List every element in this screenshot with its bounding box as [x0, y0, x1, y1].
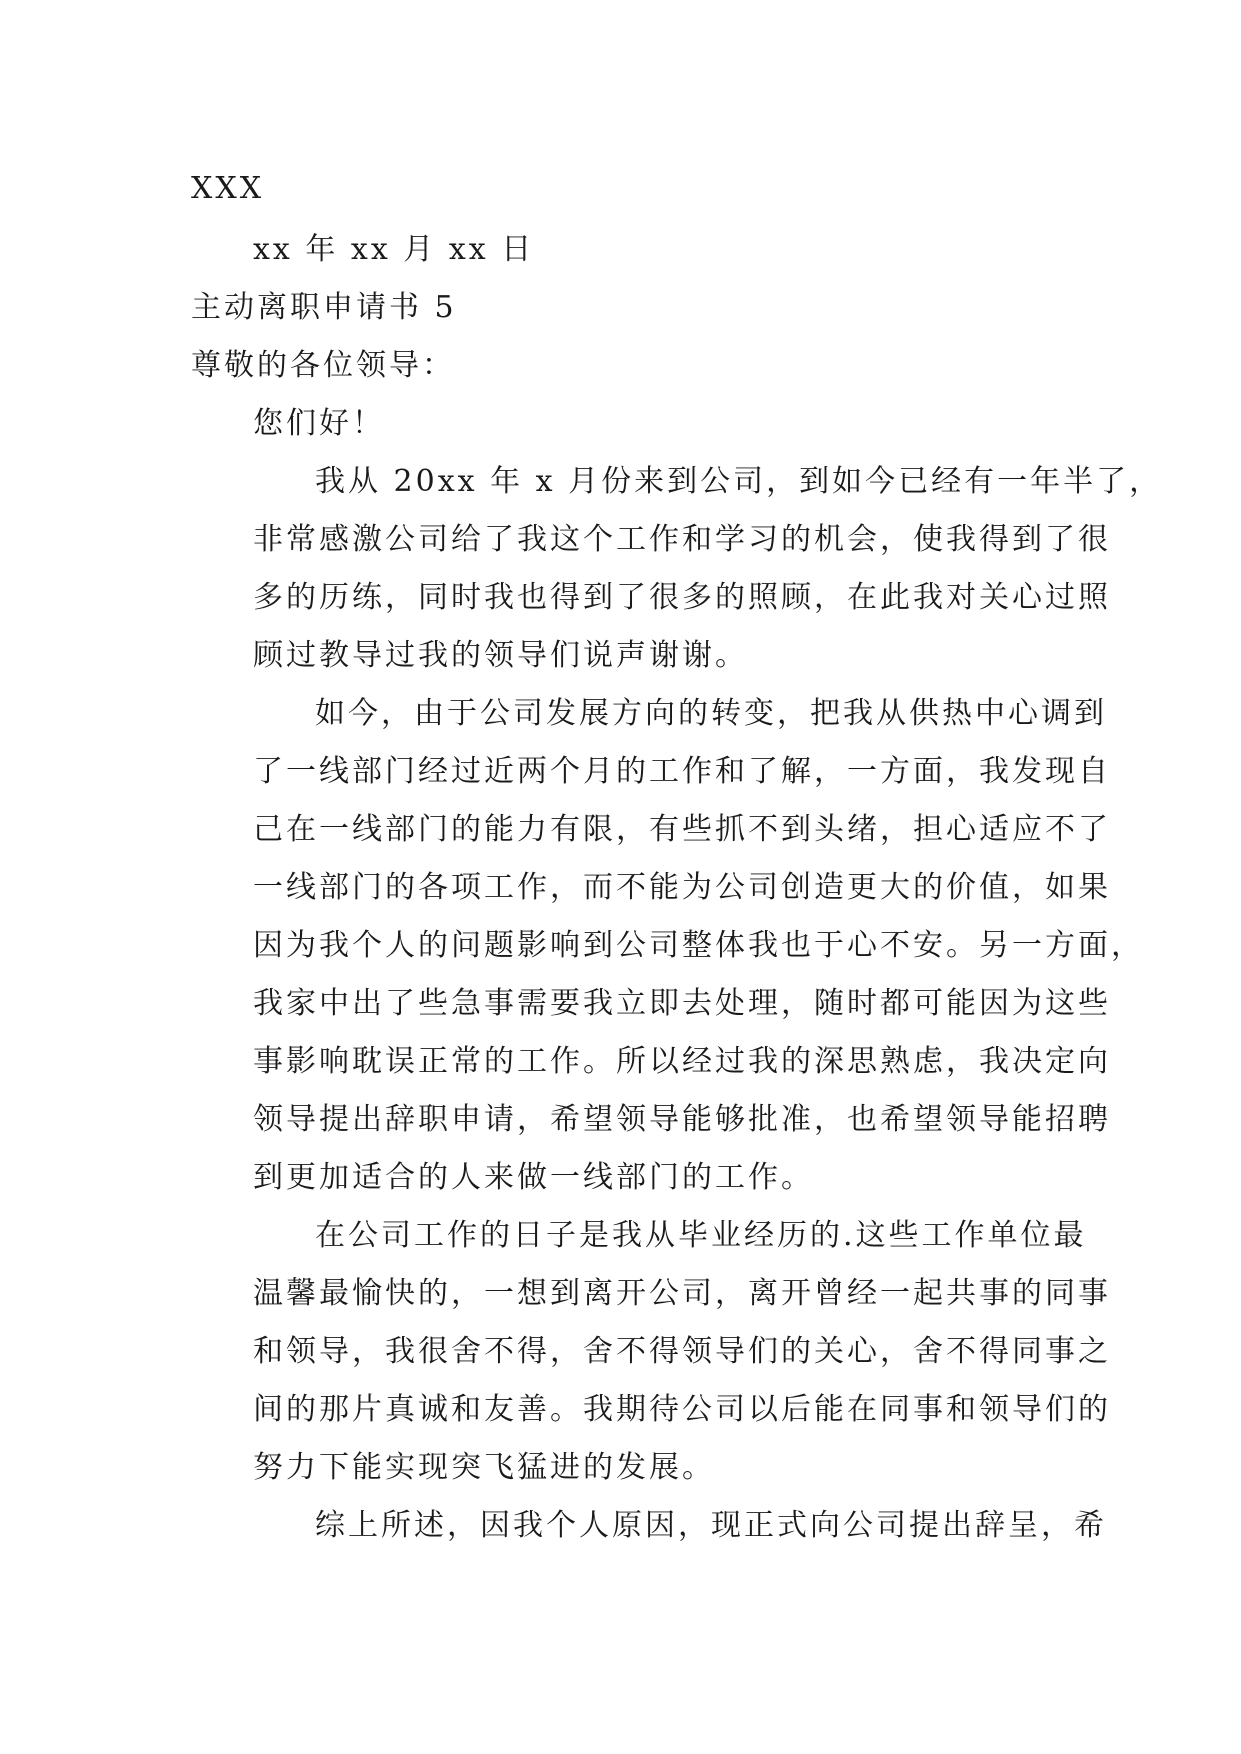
document-title: 主动离职申请书 5 [191, 290, 457, 325]
paragraph-line: 在公司工作的日子是我从毕业经历的.这些工作单位最 [315, 1218, 1087, 1253]
paragraph-line: 因为我个人的问题影响到公司整体我也于心不安。另一方面， [253, 928, 1144, 963]
paragraph-line: 间的那片真诚和友善。我期待公司以后能在同事和领导们的 [253, 1392, 1111, 1427]
paragraph-3 [191, 1207, 1111, 1497]
paragraph-line: 领导提出辞职申请，希望领导能够批准，也希望领导能招聘 [253, 1102, 1111, 1137]
greeting: 您们好！ [253, 406, 385, 441]
paragraph-2 [191, 685, 1144, 1207]
paragraph-line: 和领导，我很舍不得，舍不得领导们的关心，舍不得同事之 [253, 1334, 1111, 1369]
paragraph-line: 一线部门的各项工作，而不能为公司创造更大的价值，如果 [253, 870, 1111, 905]
paragraph-line: 非常感激公司给了我这个工作和学习的机会，使我得到了很 [253, 522, 1111, 557]
paragraph-line: 温馨最愉快的，一想到离开公司，离开曾经一起共事的同事 [253, 1276, 1111, 1311]
paragraph-line: 我家中出了些急事需要我立即去处理，随时都可能因为这些 [253, 986, 1111, 1021]
paragraph-line: 如今，由于公司发展方向的转变，把我从供热中心调到 [315, 696, 1107, 731]
paragraph-1 [191, 453, 1163, 685]
sender-signature: XXX [191, 171, 265, 206]
letter-body [191, 160, 1163, 1555]
paragraph-line: 事影响耽误正常的工作。所以经过我的深思熟虑，我决定向 [253, 1044, 1111, 1079]
paragraph-line: 到更加适合的人来做一线部门的工作。 [253, 1160, 814, 1195]
paragraph-line: 顾过教导过我的领导们说声谢谢。 [253, 638, 748, 673]
paragraph-line: 综上所述，因我个人原因，现正式向公司提出辞呈，希 [315, 1508, 1107, 1543]
paragraph-line: 多的历练，同时我也得到了很多的照顾，在此我对关心过照 [253, 580, 1111, 615]
paragraph-line: 我从 20xx 年 x 月份来到公司，到如今已经有一年半了， [315, 464, 1163, 499]
salutation: 尊敬的各位领导： [191, 348, 455, 383]
paragraph-4 [191, 1497, 1107, 1555]
paragraph-line: 了一线部门经过近两个月的工作和了解，一方面，我发现自 [253, 754, 1111, 789]
paragraph-line: 己在一线部门的能力有限，有些抓不到头绪，担心适应不了 [253, 812, 1111, 847]
letter-date: xx 年 xx 月 xx 日 [253, 232, 535, 267]
paragraph-line: 努力下能实现突飞猛进的发展。 [253, 1450, 715, 1485]
